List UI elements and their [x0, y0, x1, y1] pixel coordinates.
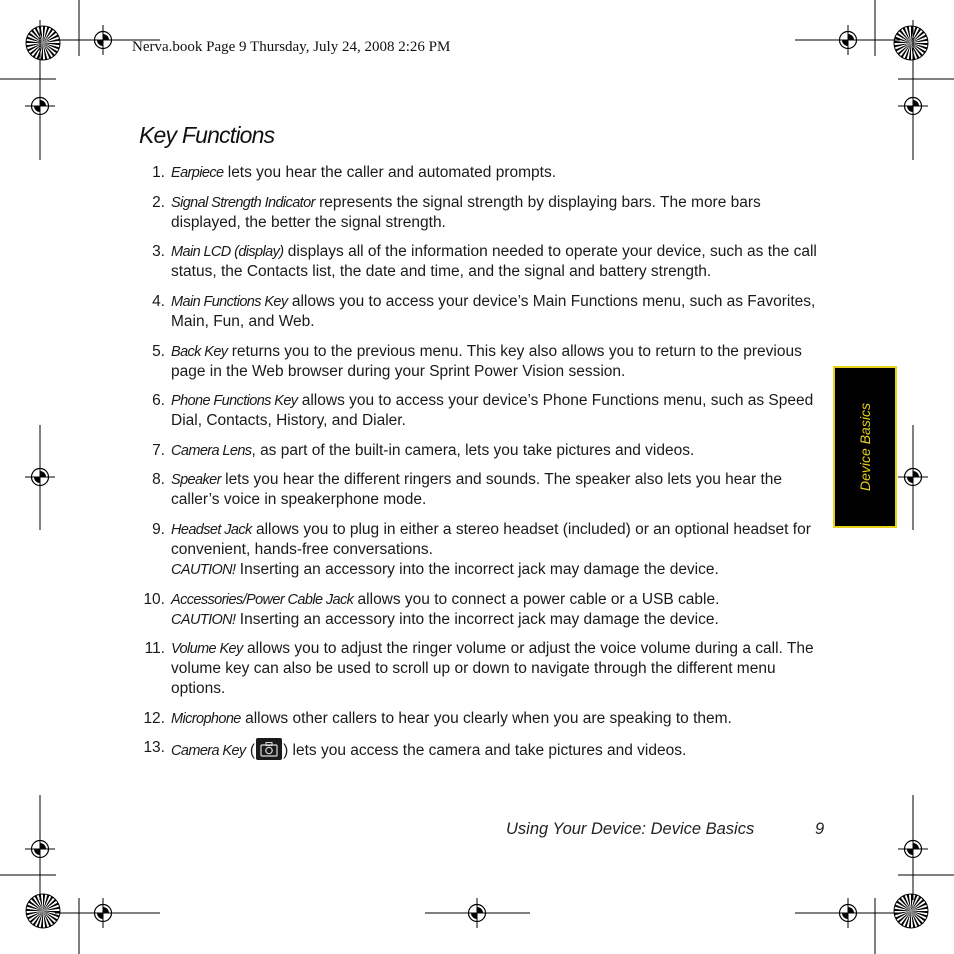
item-description: allows other callers to hear you clearly when you are speaking to them. [240, 710, 732, 727]
page-number: 9 [815, 820, 825, 838]
star-target-mark [894, 894, 928, 928]
caution-label: CAUTION! [171, 562, 236, 578]
item-description: allows you to plug in either a stereo headset (included) or an optional headset for convenient, hands-free conversations. [171, 521, 811, 558]
item-description: , as part of the built-in camera, lets you take pictures and videos. [251, 442, 695, 459]
item-number: 8. [152, 471, 165, 488]
item-description: returns you to the previous menu. This key also allows you to return to the previous page in the Web browser during your Sprint Power Vision session. [171, 343, 802, 380]
item-number: 13. [143, 739, 165, 756]
item-description: lets you hear the caller and automated prompts. [223, 164, 557, 181]
item-number: 11. [144, 640, 165, 657]
item-description: allows you to access your device’s Main Functions menu, such as Favorites, Main, Fun, and Web. [171, 293, 816, 330]
star-target-mark [26, 26, 60, 60]
item-number: 7. [152, 442, 165, 459]
star-target-mark [26, 894, 60, 928]
item-number: 10. [143, 591, 165, 608]
section-title: Key Functions [139, 122, 275, 148]
item-term: Volume Key [171, 641, 243, 657]
item-description: represents the signal strength by displaying bars. The more bars displayed, the better the signal strength. [171, 194, 761, 231]
footer-title: Using Your Device: Device Basics [506, 820, 755, 838]
item-term: Main Functions Key [171, 294, 288, 310]
item-description: allows you to connect a power cable or a USB cable. [353, 591, 720, 608]
caution-text: Inserting an accessory into the incorrect jack may damage the device. [235, 611, 719, 628]
item-number: 2. [152, 194, 165, 211]
item-term: Signal Strength Indicator [171, 195, 315, 211]
item-term: Camera Lens [171, 443, 252, 459]
item-description: lets you hear the different ringers and sounds. The speaker also lets you hear the caller’s voice in speakerphone mode. [171, 471, 783, 508]
header-slug: Nerva.book Page 9 Thursday, July 24, 2008 2:26 PM [132, 39, 451, 55]
star-target-mark [894, 26, 928, 60]
item-number: 3. [152, 243, 165, 260]
item-term: Accessories/Power Cable Jack [171, 592, 354, 608]
item-term: Microphone [171, 711, 241, 727]
item-number: 4. [152, 293, 165, 310]
item-term: Camera Key [171, 743, 246, 759]
item-term: Speaker [171, 472, 221, 488]
item-term: Earpiece [171, 165, 224, 181]
item-number: 6. [152, 392, 165, 409]
item-description: allows you to access your device’s Phone Functions menu, such as Speed Dial, Contacts, History, and Dialer. [171, 392, 814, 429]
item-number: 9. [152, 521, 165, 538]
caution-text: Inserting an accessory into the incorrect jack may damage the device. [235, 561, 719, 578]
item-text-before-icon: ( [245, 742, 256, 759]
item-description: ) lets you access the camera and take pictures and videos. [283, 742, 687, 759]
item-number: 5. [152, 343, 165, 360]
item-term: Phone Functions Key [171, 393, 298, 409]
item-number: 1. [152, 164, 165, 181]
item-number: 12. [143, 710, 165, 727]
item-term: Headset Jack [171, 522, 252, 538]
item-description: displays all of the information needed to operate your device, such as the call status, the Contacts list, the date and time, and the signal and battery strength. [171, 243, 817, 280]
item-term: Main LCD (display) [171, 244, 284, 260]
item-description: allows you to adjust the ringer volume or adjust the voice volume during a call. The volume key can also be used to scroll up or down to navigate through the different menu options. [171, 640, 814, 697]
caution-label: CAUTION! [171, 612, 236, 628]
side-tab-label: Device Basics [857, 403, 873, 491]
item-term: Back Key [171, 344, 228, 360]
